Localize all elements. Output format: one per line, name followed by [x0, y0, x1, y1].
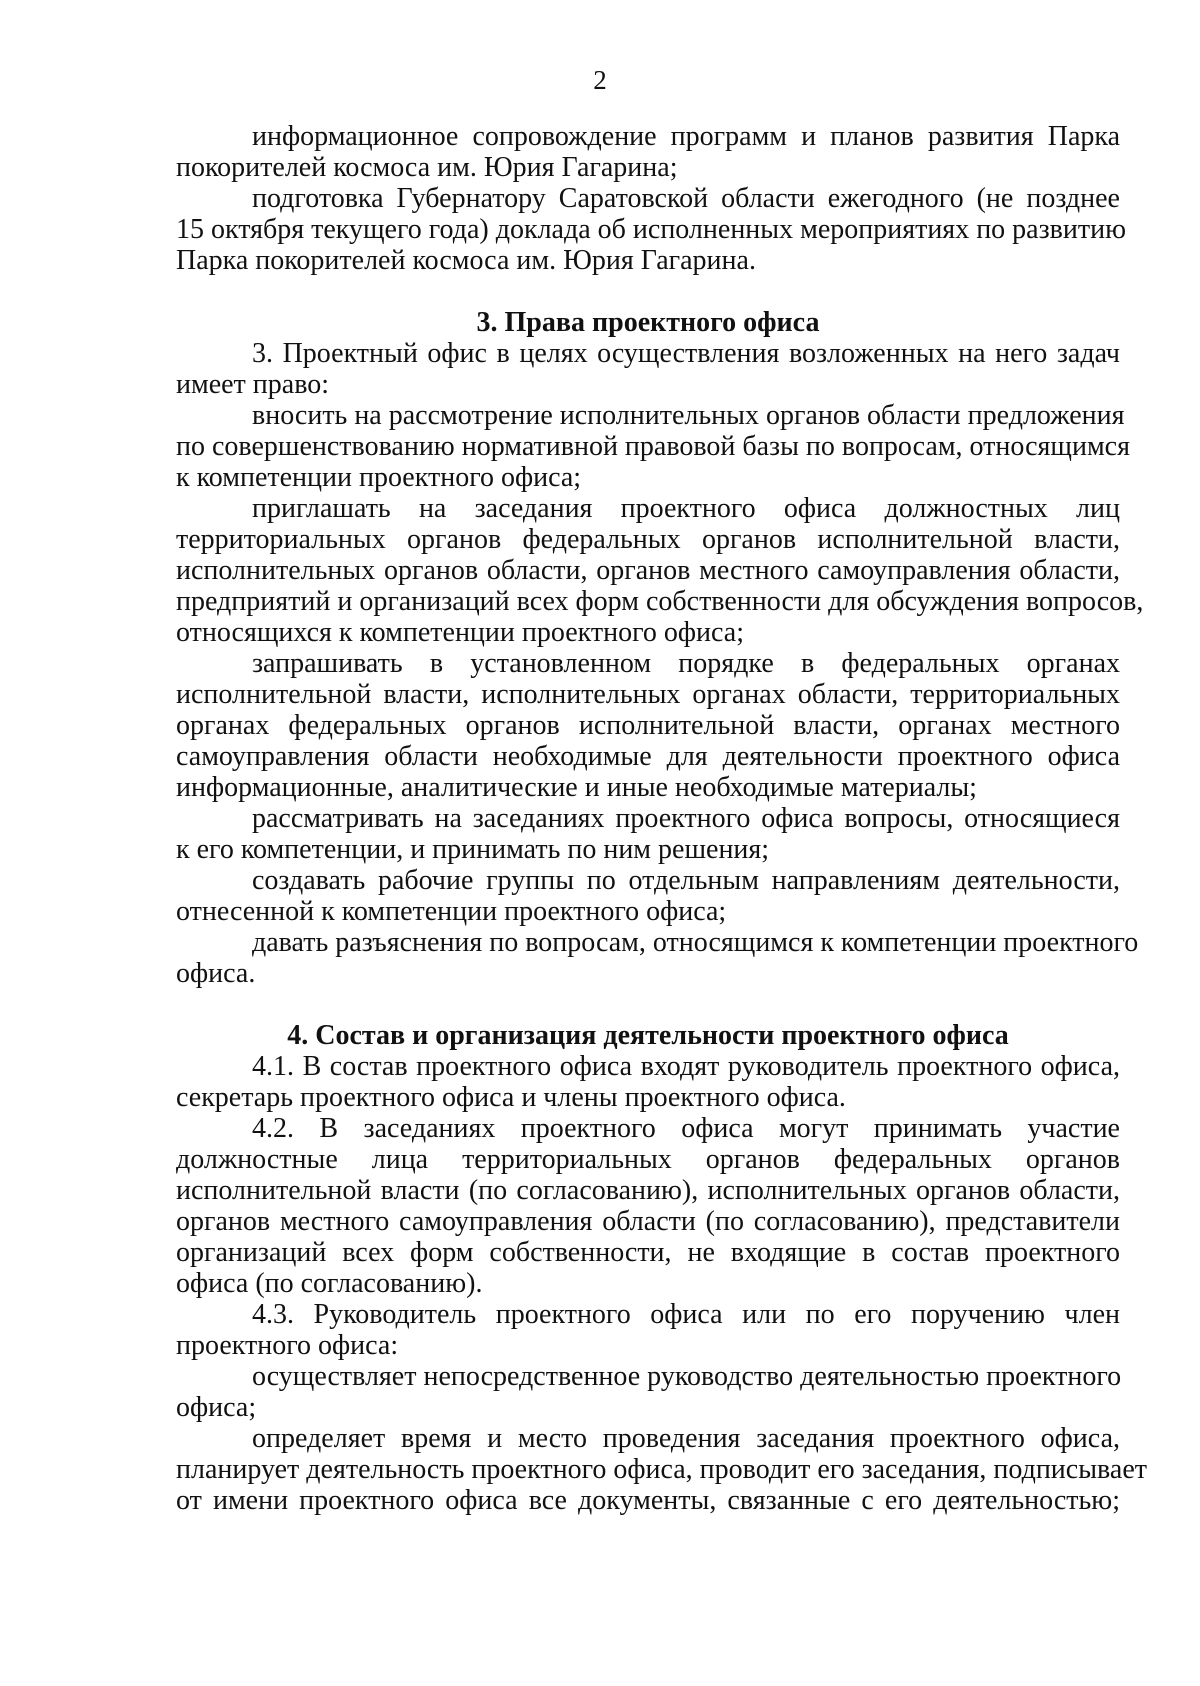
text-line: исполнительных органов области, органов местного самоуправления области,: [176, 555, 1120, 586]
text-line: исполнительной власти, исполнительных органах области, территориальных: [176, 679, 1120, 710]
section-heading-3: 3. Права проектного офиса: [476, 307, 820, 338]
text-line: офиса;: [176, 1392, 257, 1423]
page-number: 2: [593, 65, 607, 95]
text-line: от имени проектного офиса все документы, связанные с его деятельностью;: [176, 1485, 1120, 1516]
text-line: Парка покорителей космоса им. Юрия Гагарина.: [176, 245, 756, 276]
text-line: осуществляет непосредственное руководство деятельностью проектного: [252, 1361, 1122, 1392]
text-line: офиса (по согласованию).: [176, 1268, 483, 1299]
text-line: к компетенции проектного офиса;: [176, 462, 582, 493]
section-heading-4: 4. Состав и организация деятельности проектного офиса: [287, 1020, 1009, 1051]
text-line: информационные, аналитические и иные необходимые материалы;: [176, 772, 977, 803]
text-line: подготовка Губернатору Саратовской области ежегодного (не позднее: [252, 183, 1120, 214]
text-line: органов местного самоуправления области (по согласованию), представители: [176, 1206, 1120, 1237]
text-line: запрашивать в установленном порядке в федеральных органах: [252, 648, 1120, 679]
text-line: территориальных органов федеральных органов исполнительной власти,: [176, 524, 1120, 555]
text-line: самоуправления области необходимые для деятельности проектного офиса: [176, 741, 1120, 772]
text-line: офиса.: [176, 958, 256, 989]
text-line: 4.2. В заседаниях проектного офиса могут принимать участие: [252, 1113, 1120, 1144]
text-line: исполнительной власти (по согласованию), исполнительных органов области,: [176, 1175, 1120, 1206]
text-line: 3. Проектный офис в целях осуществления возложенных на него задач: [252, 338, 1120, 369]
text-line: информационное сопровождение программ и планов развития Парка: [252, 121, 1120, 152]
text-line: рассматривать на заседаниях проектного офиса вопросы, относящиеся: [252, 803, 1120, 834]
text-line: органах федеральных органов исполнительной власти, органах местного: [176, 710, 1120, 741]
text-line: определяет время и место проведения заседания проектного офиса,: [252, 1423, 1120, 1454]
text-line: планирует деятельность проектного офиса, проводит его заседания, подписывает: [176, 1454, 1147, 1485]
text-line: покорителей космоса им. Юрия Гагарина;: [176, 152, 678, 183]
text-line: проектного офиса:: [176, 1330, 399, 1361]
text-line: давать разъяснения по вопросам, относящимся к компетенции проектного: [252, 927, 1139, 958]
text-line: имеет право:: [176, 369, 330, 400]
text-line: 15 октября текущего года) доклада об исполненных мероприятиях по развитию: [176, 214, 1127, 245]
text-line: предприятий и организаций всех форм собственности для обсуждения вопросов,: [176, 586, 1144, 617]
text-line: 4.3. Руководитель проектного офиса или по его поручению член: [252, 1299, 1120, 1330]
text-line: вносить на рассмотрение исполнительных органов области предложения: [252, 400, 1125, 431]
text-line: секретарь проектного офиса и члены проектного офиса.: [176, 1082, 846, 1113]
text-line: относящихся к компетенции проектного офиса;: [176, 617, 744, 648]
text-line: 4.1. В состав проектного офиса входят руководитель проектного офиса,: [252, 1051, 1120, 1082]
text-line: приглашать на заседания проектного офиса должностных лиц: [252, 493, 1120, 524]
text-line: отнесенной к компетенции проектного офиса;: [176, 896, 727, 927]
text-line: по совершенствованию нормативной правовой базы по вопросам, относящимся: [176, 431, 1130, 462]
text-line: организаций всех форм собственности, не входящие в состав проектного: [176, 1237, 1120, 1268]
text-line: должностные лица территориальных органов федеральных органов: [176, 1144, 1120, 1175]
text-line: создавать рабочие группы по отдельным направлениям деятельности,: [252, 865, 1120, 896]
text-line: к его компетенции, и принимать по ним решения;: [176, 834, 770, 865]
